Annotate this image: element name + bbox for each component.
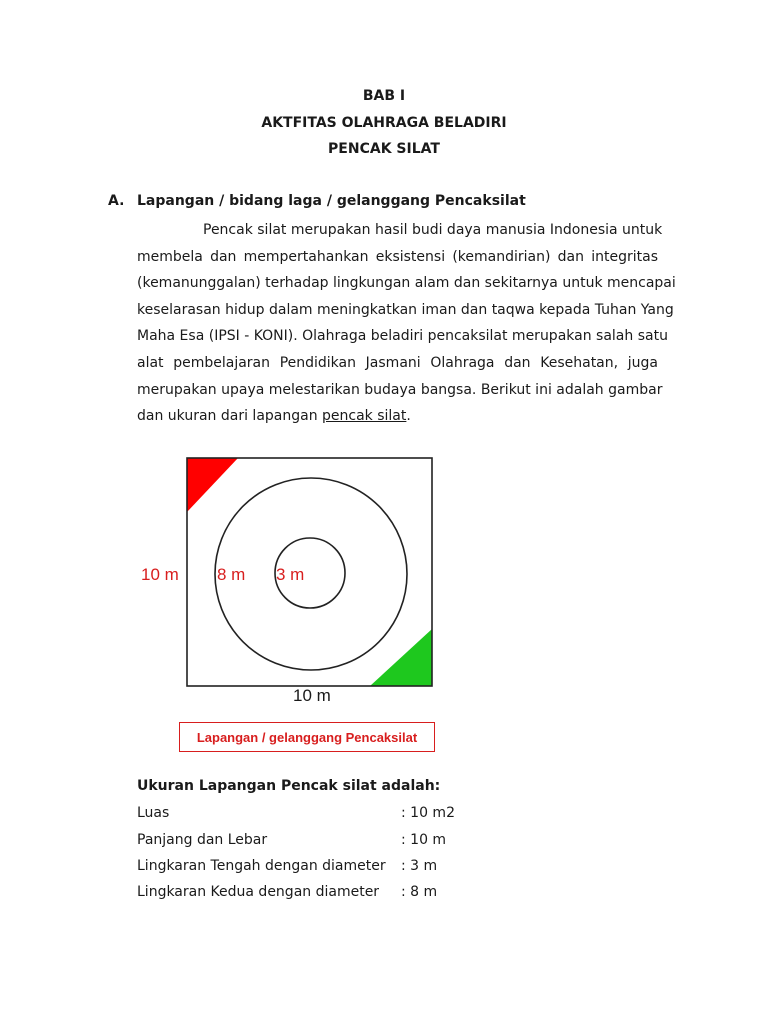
chapter-subtitle: PENCAK SILAT — [328, 141, 440, 157]
spec-label: Panjang dan Lebar — [137, 832, 268, 848]
paragraph-line: alat pembelajaran Pendidikan Jasmani Olahraga dan Kesehatan, juga — [137, 354, 658, 371]
red-corner-triangle — [187, 458, 238, 512]
paragraph-line: membela dan mempertahankan eksistensi (kemandirian) dan integritas — [137, 248, 658, 265]
spec-value: : 3 m — [401, 858, 438, 874]
spec-value: : 8 m — [401, 884, 438, 900]
bottom-length-label: 10 m — [293, 686, 331, 705]
paragraph-last-prefix: dan ukuran dari lapangan — [137, 408, 323, 425]
spec-label: Lingkaran Tengah dengan diameter — [137, 858, 386, 874]
body-paragraph — [137, 217, 676, 430]
inner-circle-label: 3 m — [276, 565, 305, 584]
paragraph-last-suffix: . — [406, 408, 411, 425]
paragraph-line: (kemanunggalan) terhadap lingkungan alam dan sekitarnya untuk mencapai — [137, 275, 676, 292]
section-letter: A. — [108, 193, 125, 209]
spec-value: : 10 m2 — [401, 805, 455, 821]
side-length-label: 10 m — [141, 565, 179, 584]
chapter-title: AKTFITAS OLAHRAGA BELADIRI — [261, 115, 507, 131]
outer-circle-label: 8 m — [217, 565, 246, 584]
green-corner-triangle — [370, 629, 432, 686]
spec-value: : 10 m — [401, 832, 447, 848]
pencak-silat-link[interactable]: pencak silat — [322, 408, 407, 425]
arena-diagram — [130, 450, 450, 710]
paragraph-line: Maha Esa (IPSI - KONI). Olahraga beladiri pencaksilat merupakan salah satu — [137, 328, 668, 345]
spec-label: Luas — [137, 805, 170, 821]
specs-title: Ukuran Lapangan Pencak silat adalah: — [137, 778, 441, 794]
section-heading — [108, 193, 526, 209]
spec-label: Lingkaran Kedua dengan diameter — [137, 884, 380, 900]
paragraph-line: Pencak silat merupakan hasil budi daya manusia Indonesia untuk — [203, 222, 663, 238]
section-heading-text: Lapangan / bidang laga / gelanggang Pencaksilat — [137, 193, 526, 209]
chapter-number: BAB I — [362, 88, 406, 104]
paragraph-line: keselarasan hidup dalam meningkatkan iman dan taqwa kepada Tuhan Yang — [137, 301, 674, 318]
paragraph-line: merupakan upaya melestarikan budaya bangsa. Berikut ini adalah gambar — [137, 381, 663, 398]
paragraph-line-last — [137, 403, 658, 430]
figure-caption: Lapangan / gelanggang Pencaksilat — [179, 722, 435, 752]
